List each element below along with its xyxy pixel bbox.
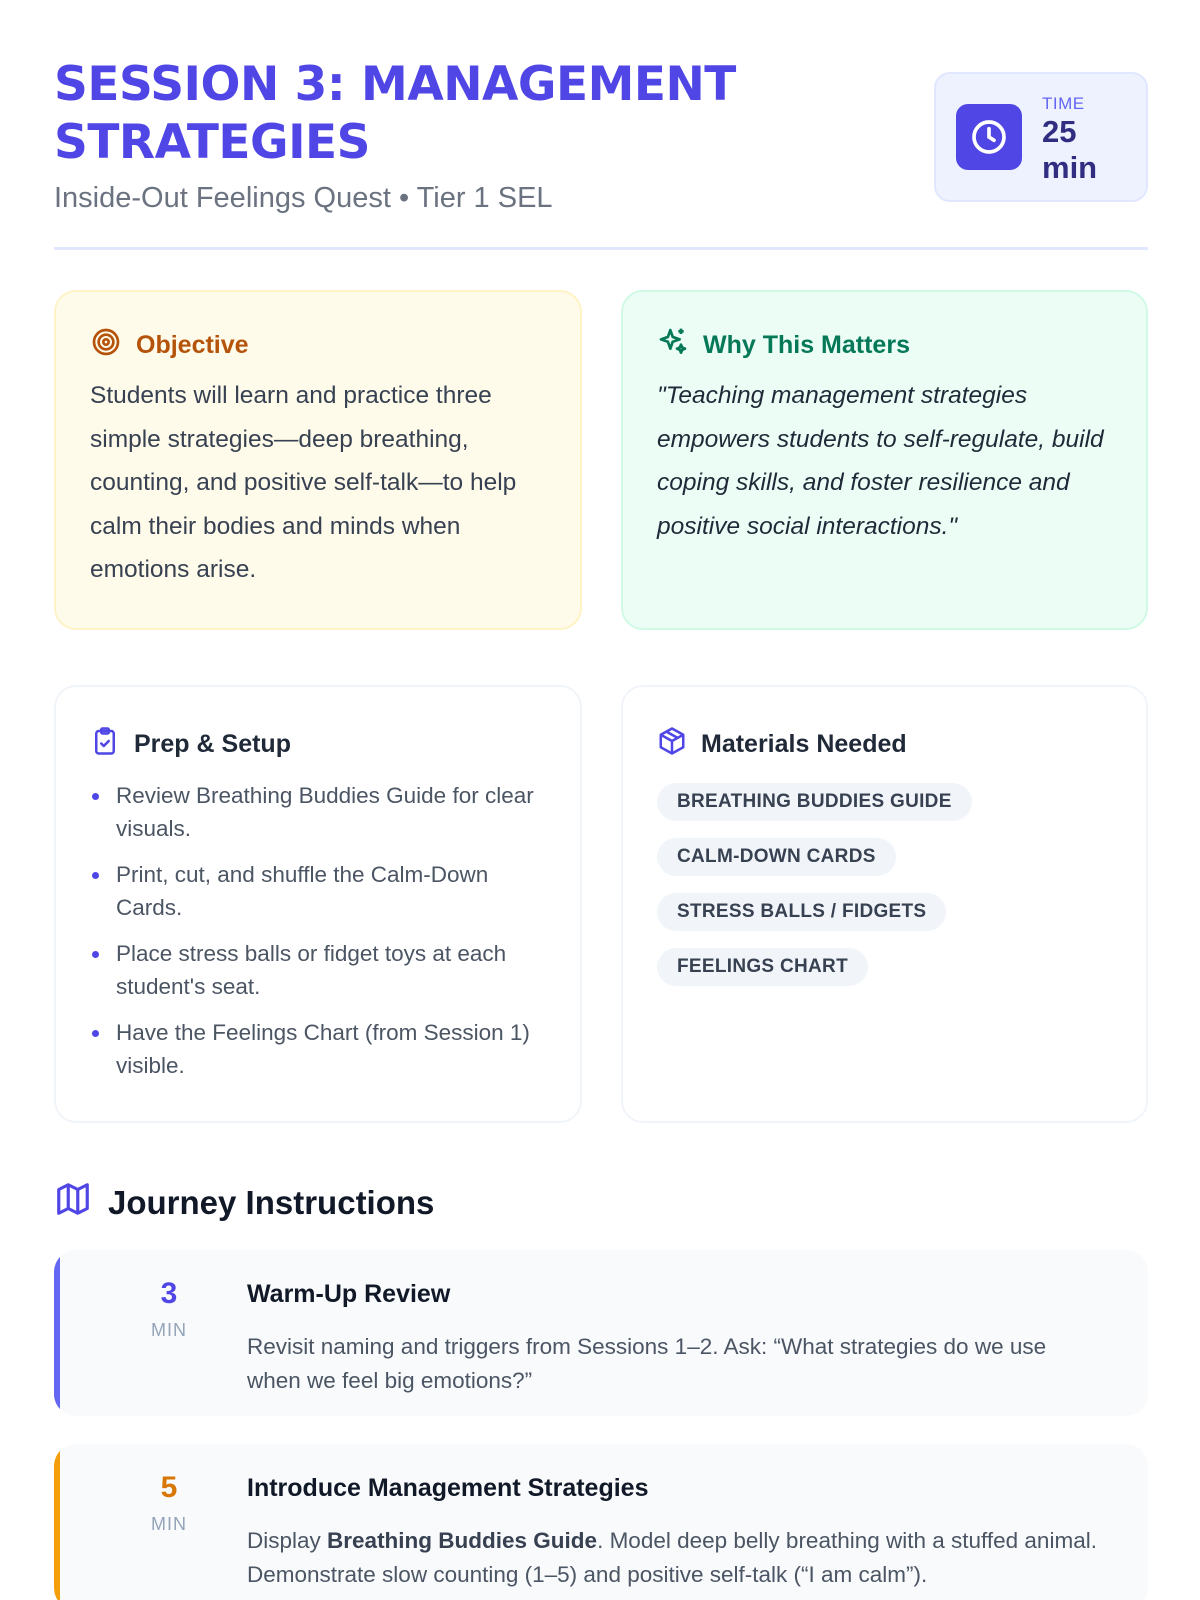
prep-heading [90, 725, 291, 764]
material-chip: FEELINGS CHART [657, 948, 868, 986]
step-desc-text: . Model deep belly breathing with a stuffed animal. Demonstrate slow counting (1–5) and positive self-talk (“I am calm”). [247, 1528, 1097, 1587]
materials-heading-label: Materials Needed [701, 730, 907, 758]
clock-icon [956, 104, 1022, 170]
journey-heading-label: Journey Instructions [108, 1184, 435, 1221]
objective-card [54, 290, 582, 630]
target-icon [90, 326, 122, 365]
prep-list [90, 779, 540, 1095]
step-desc-text: Display [247, 1528, 328, 1553]
step-title: Warm-Up Review [247, 1280, 451, 1308]
journey-step [54, 1250, 1148, 1416]
step-description [247, 1524, 1098, 1592]
page-header [54, 56, 1148, 250]
step-duration [134, 1274, 204, 1341]
step-accent-bar [54, 1250, 60, 1416]
sparkles-icon [657, 326, 689, 365]
step-duration [134, 1468, 204, 1535]
step-desc-bold: Breathing Buddies Guide [327, 1528, 598, 1553]
box-icon [657, 725, 687, 764]
prep-item: Have the Feelings Chart (from Session 1) visible. [90, 1016, 540, 1082]
material-chip: CALM-DOWN CARDS [657, 838, 896, 876]
map-icon [54, 1180, 92, 1226]
prep-item: Place stress balls or fidget toys at each student's seat. [90, 937, 540, 1003]
prep-item: Print, cut, and shuffle the Calm-Down Cards. [90, 858, 540, 924]
time-value: 25 min [1042, 114, 1098, 185]
objective-heading-label: Objective [136, 331, 249, 359]
page-title: SESSION 3: MANAGEMENT STRATEGIES [54, 57, 736, 170]
page-subtitle: Inside-Out Feelings Quest • Tier 1 SEL [54, 182, 553, 214]
prep-card [54, 685, 582, 1123]
why-heading [657, 326, 910, 365]
step-accent-bar [54, 1444, 60, 1600]
objective-text: Students will learn and practice three simple strategies—deep breathing, counting, and positive self-talk—to help calm their bodies and minds when emotions arise. [90, 382, 517, 583]
why-heading-label: Why This Matters [703, 331, 910, 359]
material-chip: BREATHING BUDDIES GUIDE [657, 783, 972, 821]
step-unit: MIN [151, 1320, 187, 1340]
step-unit: MIN [151, 1514, 187, 1534]
why-card [621, 290, 1148, 630]
objective-heading [90, 326, 249, 365]
prep-heading-label: Prep & Setup [134, 730, 291, 758]
material-chip: STRESS BALLS / FIDGETS [657, 893, 946, 931]
why-text: "Teaching management strategies empowers students to self-regulate, build coping skills, and foster resilience and positive social interactions." [657, 382, 1104, 540]
step-minutes: 5 [160, 1471, 178, 1504]
journey-step [54, 1444, 1148, 1600]
step-title: Introduce Management Strategies [247, 1474, 649, 1502]
materials-card [621, 685, 1148, 1123]
materials-list [657, 783, 972, 1003]
step-minutes: 3 [160, 1277, 178, 1310]
clipboard-check-icon [90, 725, 120, 764]
prep-item: Review Breathing Buddies Guide for clear visuals. [90, 779, 540, 845]
journey-heading [54, 1180, 434, 1226]
materials-heading [657, 725, 907, 764]
step-description: Revisit naming and triggers from Sessions 1–2. Ask: “What strategies do we use when we feel big emotions?” [247, 1334, 1047, 1393]
time-label: TIME [1042, 94, 1085, 113]
time-badge [934, 72, 1148, 202]
